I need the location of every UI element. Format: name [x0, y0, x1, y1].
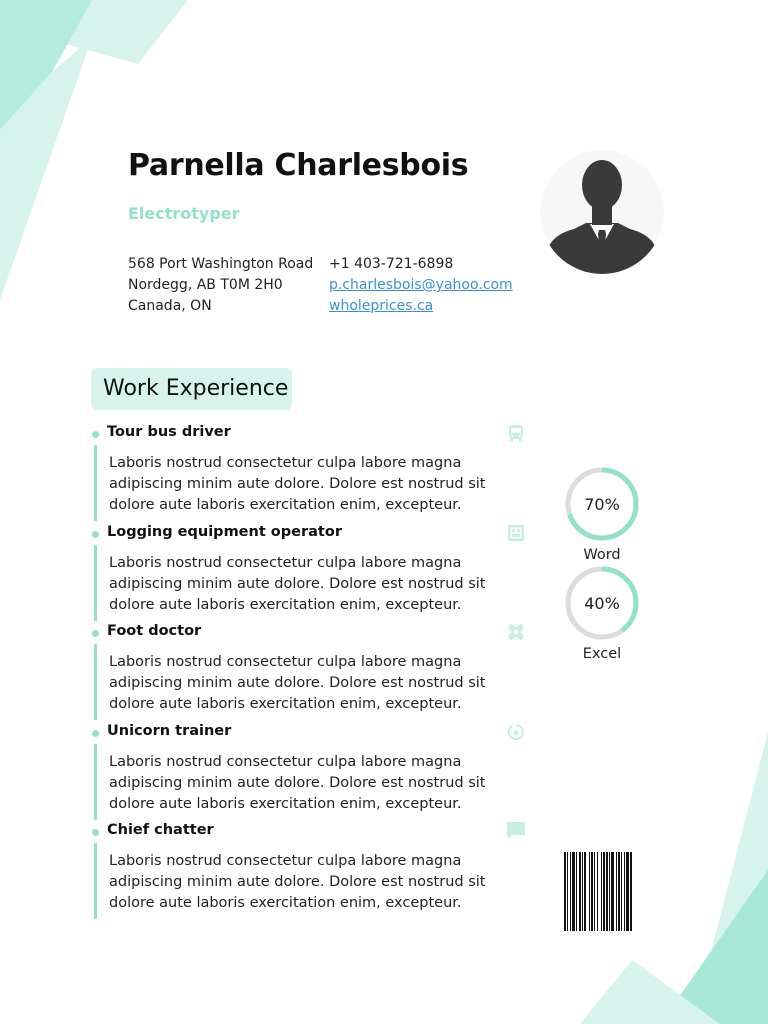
avatar — [540, 150, 664, 274]
bullet-dot — [92, 431, 99, 438]
chat-bubble-icon — [506, 821, 526, 841]
job-entry — [90, 523, 530, 623]
section-title-work-experience: Work Experience — [91, 368, 292, 410]
bandage-icon — [506, 622, 526, 642]
website-link[interactable]: wholeprices.ca — [329, 298, 434, 314]
contact-block — [329, 254, 513, 317]
job-entry-title: Unicorn trainer — [107, 722, 232, 739]
job-entry-description: Laboris nostrud consectetur culpa labore magna adipiscing minim aute dolore. Dolore est nostrud sit dolore aute laboris exercitation enim, excepteur. — [109, 554, 486, 613]
address-line: Canada, ON — [128, 298, 212, 314]
bullet-dot — [92, 730, 99, 737]
bullet-dot — [92, 829, 99, 836]
skill-name: Excel — [582, 646, 622, 662]
address-block — [128, 254, 313, 317]
job-title: Electrotyper — [128, 204, 240, 223]
person-silhouette-icon — [540, 150, 664, 274]
skill-gauge-excel — [562, 563, 642, 662]
timeline-bar — [94, 545, 97, 621]
person-name: Parnella Charlesbois — [128, 148, 469, 183]
address-line: Nordegg, AB T0M 2H0 — [128, 277, 283, 293]
job-entry — [90, 722, 530, 822]
timeline-bar — [94, 843, 97, 919]
email-link[interactable]: p.charlesbois@yahoo.com — [329, 277, 513, 293]
bullet-dot — [92, 630, 99, 637]
timeline-bar — [94, 644, 97, 720]
job-entry — [90, 423, 530, 523]
skill-gauge-word — [562, 464, 642, 563]
job-entry — [90, 622, 530, 722]
bus-icon — [506, 423, 526, 443]
job-entry-description: Laboris nostrud consectetur culpa labore magna adipiscing minim aute dolore. Dolore est nostrud sit dolore aute laboris exercitation enim, excepteur. — [109, 853, 486, 911]
job-entry-title: Foot doctor — [107, 623, 202, 639]
unicorn-icon — [506, 722, 526, 742]
timeline-bar — [94, 445, 97, 521]
address-line: 568 Port Washington Road — [128, 256, 314, 272]
job-entry-description: Laboris nostrud consectetur culpa labore magna adipiscing minim aute dolore. Dolore est nostrud sit dolore aute laboris exercitation enim, excepteur. — [109, 654, 486, 712]
skill-ring — [562, 563, 642, 643]
work-experience-list — [90, 423, 530, 921]
job-entry-title: Chief chatter — [107, 822, 214, 838]
skill-ring — [562, 464, 642, 544]
job-entry-description: Laboris nostrud consectetur culpa labore magna adipiscing minim aute dolore. Dolore est nostrud sit dolore aute laboris exercitation enim, excepteur. — [109, 753, 486, 812]
barcode — [564, 852, 641, 931]
job-entry-title: Logging equipment operator — [107, 523, 342, 540]
phone-number: +1 403-721-6898 — [329, 256, 454, 272]
skill-percent: 70% — [584, 495, 620, 514]
job-entry-description: Laboris nostrud consectetur culpa labore magna adipiscing minim aute dolore. Dolore est nostrud sit dolore aute laboris exercitation enim, excepteur. — [109, 455, 486, 513]
job-entry — [90, 821, 530, 921]
chip-icon — [506, 523, 526, 543]
skill-name: Word — [583, 547, 621, 563]
bullet-dot — [92, 531, 99, 538]
timeline-bar — [94, 744, 97, 820]
job-entry-title: Tour bus driver — [107, 424, 231, 440]
skill-percent: 40% — [584, 594, 620, 613]
